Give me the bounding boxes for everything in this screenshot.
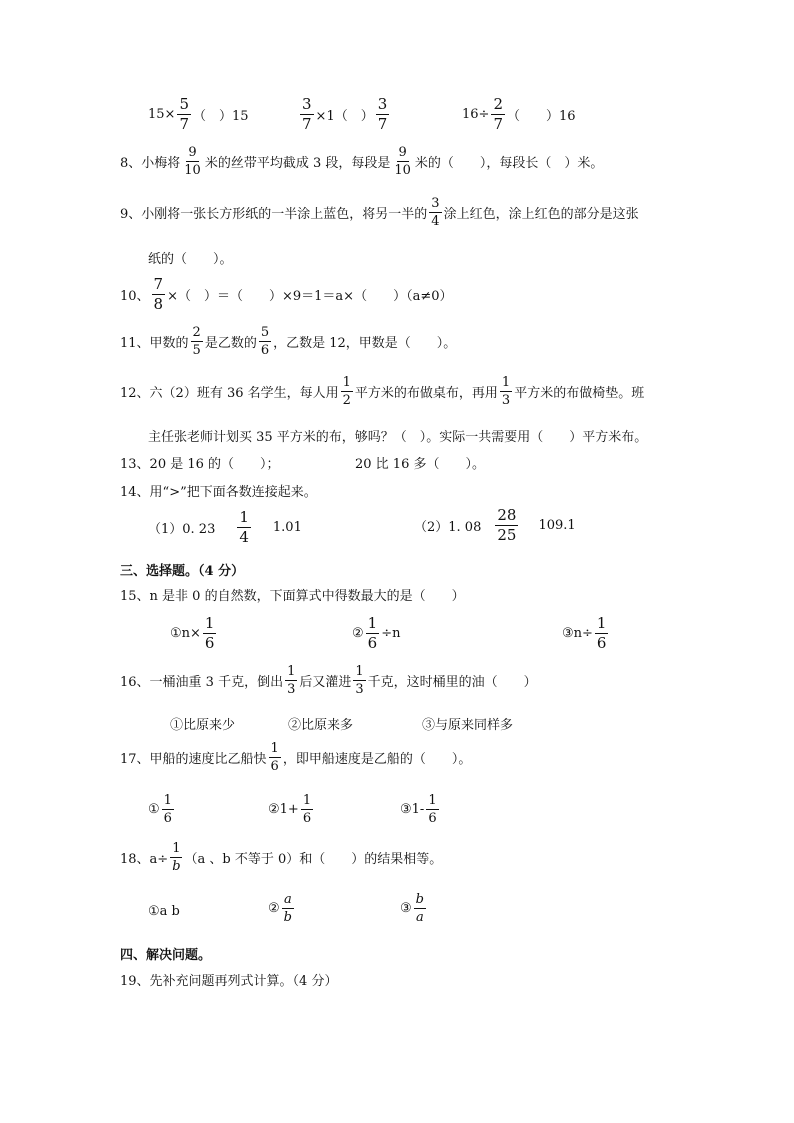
text: 109.1 [538, 518, 576, 533]
numerator: 1 [501, 375, 511, 390]
question-17 [120, 742, 471, 773]
text: 平方米的布做椅垫。班 [514, 386, 645, 401]
fraction [269, 742, 281, 773]
question-13 [120, 453, 280, 472]
fraction [429, 197, 441, 228]
denominator: 7 [493, 115, 503, 133]
text: （ ）16 [506, 109, 576, 124]
fraction [301, 794, 313, 825]
text: ② [268, 901, 280, 916]
text: ①n× [170, 626, 201, 641]
denominator: 7 [302, 115, 312, 133]
denominator: b [283, 910, 292, 925]
fraction [353, 665, 365, 696]
numerator: 1 [342, 375, 351, 390]
text: （a 、b 不等于 0）和（ ）的结果相等。 [184, 852, 443, 867]
text: 13、20 是 16 的（ ）； [120, 457, 280, 472]
text: （ ）15 [192, 109, 249, 124]
numerator: 1 [172, 841, 181, 856]
text: 四、解决问题。 [120, 948, 212, 963]
text: ②1+ [268, 802, 299, 817]
question-18 [120, 842, 442, 873]
text: 19、先补充问题再列式计算。（4 分） [120, 974, 338, 989]
fraction [491, 97, 505, 132]
fraction [392, 146, 413, 177]
denominator: 10 [394, 163, 411, 178]
numerator: 1 [428, 793, 437, 808]
numerator: 5 [260, 325, 270, 340]
question-16-option-2 [288, 714, 353, 733]
denominator: 2 [342, 393, 351, 408]
denominator: 10 [184, 163, 201, 178]
numerator: 2 [493, 95, 503, 113]
numerator: 1 [596, 614, 607, 632]
question-16 [120, 665, 537, 696]
denominator: 6 [260, 343, 270, 358]
text: 涂上红色，涂上红色的部分是这张 [443, 207, 639, 222]
text: 18、a÷ [120, 852, 169, 867]
text: ×1（ ） [315, 109, 374, 124]
numerator: 1 [355, 664, 364, 679]
denominator: 6 [428, 811, 437, 826]
question-15-option-2 [352, 616, 400, 651]
question-11 [120, 326, 456, 357]
fraction [300, 97, 314, 132]
numerator: 1 [270, 741, 279, 756]
numerator: 1 [302, 793, 312, 808]
fraction [500, 376, 512, 407]
text: 平方米的布做桌布，再用 [354, 386, 498, 401]
text: 15、n 是非 0 的自然数，下面算式中得数最大的是（ ） [120, 589, 465, 604]
numerator: 1 [239, 508, 249, 526]
text: ，乙数是 12，甲数是（ ）。 [273, 336, 457, 351]
text: 是乙数的 [204, 336, 257, 351]
numerator: b [415, 892, 424, 907]
fraction [285, 665, 297, 696]
denominator: 7 [377, 115, 388, 133]
text: 15× [148, 107, 176, 122]
text: 米的（ ），每段长（ ）米。 [414, 156, 604, 171]
fraction [177, 97, 191, 132]
question-18-option-2 [268, 893, 296, 924]
fraction [259, 326, 271, 357]
compare-item-2 [298, 97, 391, 132]
question-18-option-1 [148, 904, 180, 919]
text: 纸的（ ）。 [148, 252, 233, 267]
text: ② [352, 626, 364, 641]
denominator: 3 [355, 682, 364, 697]
denominator: 7 [179, 115, 189, 133]
question-18-option-3 [400, 893, 428, 924]
numerator: 5 [179, 95, 189, 113]
denominator: 6 [302, 811, 312, 826]
question-15-option-1 [170, 616, 218, 651]
numerator: a [283, 892, 292, 907]
question-14 [120, 481, 317, 500]
denominator: 6 [163, 811, 172, 826]
denominator: 25 [497, 526, 517, 544]
fraction [237, 510, 251, 545]
denominator: 4 [431, 214, 440, 229]
question-12 [120, 376, 644, 407]
denominator: 6 [367, 634, 378, 652]
numerator: 9 [188, 145, 197, 160]
text: 11、甲数的 [120, 336, 189, 351]
numerator: 1 [367, 614, 378, 632]
text: ×（ ）＝（ ）×9＝1＝a×（ ）（a≠0） [167, 289, 453, 304]
numerator: 28 [497, 506, 517, 524]
fraction [495, 508, 518, 543]
text: 三、选择题。（4 分） [120, 564, 245, 579]
text: ③ [400, 901, 412, 916]
section-4-title [120, 944, 211, 963]
text: ÷n [381, 626, 401, 641]
question-16-option-3 [422, 714, 513, 733]
fraction [366, 616, 380, 651]
text: 12、六（2）班有 36 名学生，每人用 [120, 386, 339, 401]
question-16-option-1 [170, 714, 235, 733]
fraction [341, 376, 353, 407]
text: 米的丝带平均截成 3 段，每段是 [204, 156, 391, 171]
denominator: 3 [501, 393, 511, 408]
text: ①比原来少 [170, 718, 236, 733]
numerator: 3 [302, 95, 312, 113]
denominator: 8 [153, 295, 164, 313]
numerator: 9 [398, 145, 407, 160]
section-3-title [120, 560, 244, 579]
text: ①a b [148, 904, 180, 919]
fraction [182, 146, 203, 177]
question-17-option-1 [148, 794, 176, 825]
text: ③n÷ [562, 626, 593, 641]
text: ③1- [400, 802, 425, 817]
denominator: a [415, 910, 424, 925]
question-17-option-2 [268, 794, 315, 825]
text: （2）1. 08 [414, 520, 482, 535]
numerator: 3 [431, 196, 440, 211]
question-8 [120, 146, 603, 177]
denominator: 4 [239, 528, 249, 546]
text: 20 比 16 多（ ）。 [355, 457, 485, 472]
numerator: 7 [153, 275, 164, 293]
numerator: 1 [287, 664, 296, 679]
text: ③与原来同样多 [422, 718, 514, 733]
text: 千克，这时桶里的油（ ） [367, 675, 537, 690]
fraction [414, 893, 426, 924]
text: ① [148, 802, 160, 817]
text: 10、 [120, 289, 150, 304]
question-9 [120, 197, 639, 228]
text: ，即甲船速度是乙船的（ ）。 [282, 752, 472, 767]
fraction [376, 97, 390, 132]
fraction [595, 616, 609, 651]
fraction [170, 842, 182, 873]
text: 8、小梅将 [120, 156, 181, 171]
fraction [203, 616, 217, 651]
text: 主任张老师计划买 35 平方米的布，够吗？（ ）。实际一共需要用（ ）平方米布。 [148, 430, 648, 445]
denominator: 6 [204, 634, 215, 652]
text: 1.01 [272, 520, 302, 535]
denominator: b [172, 859, 181, 874]
question-10 [120, 277, 452, 312]
text: 17、甲船的速度比乙船快 [120, 752, 267, 767]
fraction [191, 326, 203, 357]
question-9-line2 [148, 248, 233, 267]
denominator: 6 [596, 634, 607, 652]
numerator: 1 [204, 614, 215, 632]
fraction [152, 277, 166, 312]
compare-item-3 [462, 97, 576, 132]
text: （1）0. 23 [148, 522, 216, 537]
question-12-line2 [148, 426, 647, 445]
numerator: 3 [377, 95, 388, 113]
text: 9、小刚将一张长方形纸的一半涂上蓝色，将另一半的 [120, 207, 428, 222]
fraction [426, 794, 438, 825]
text: 14、用“>”把下面各数连接起来。 [120, 485, 317, 500]
numerator: 2 [192, 325, 201, 340]
denominator: 5 [192, 343, 201, 358]
question-15-option-3 [562, 616, 610, 651]
fraction [282, 893, 294, 924]
text: 16、一桶油重 3 千克，倒出 [120, 675, 284, 690]
denominator: 6 [270, 759, 279, 774]
numerator: 1 [163, 793, 172, 808]
denominator: 3 [287, 682, 296, 697]
fraction [162, 794, 174, 825]
question-14-group2 [414, 508, 576, 543]
question-19 [120, 970, 337, 989]
question-15 [120, 585, 465, 604]
text: 后又灌进 [299, 675, 352, 690]
compare-item-1 [148, 97, 249, 132]
text: 16÷ [462, 107, 490, 122]
text: ②比原来多 [288, 718, 354, 733]
question-13-part2 [355, 453, 485, 472]
question-17-option-3 [400, 794, 441, 825]
question-14-group1 [148, 510, 302, 545]
